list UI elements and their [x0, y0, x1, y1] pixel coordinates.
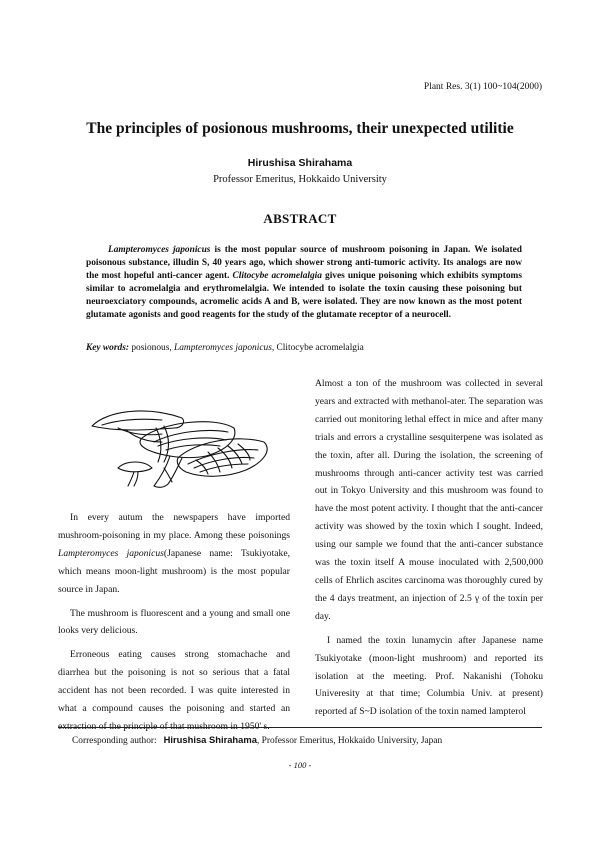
- paragraph-text: (Japanese name: Tsukiyotake, which means moon-light mushroom) is the most popular source in Japan.: [58, 547, 290, 595]
- paragraph: [58, 509, 290, 599]
- corresponding-author-footnote: [72, 734, 442, 746]
- abstract-text-part-1: is the most popular source of mushroom poisoning in Japan. We isolated poisonous substance, illudin S, 40 years ago, which shower strong anti-tumoric activity. Its analogs are now the most hopeful anti-cancer agent.: [86, 245, 522, 282]
- journal-citation: Plant Res. 3(1) 100~104(2000): [423, 82, 542, 92]
- paragraph: I named the toxin lunamycin after Japanese name Tsukiyotake (moon-light mushroom) and reported its isolation at the meeting. Prof. Nakanishi (Tohoku Univeresity at that time; Columbia Univ. at present) reported af S~D isolation of the toxin named lampterol: [315, 634, 543, 718]
- abstract-heading: ABSTRACT: [263, 211, 337, 226]
- abstract-text: [86, 244, 522, 323]
- abstract-species-1: Lampteromyces japonicus: [108, 245, 211, 255]
- abstract-species-2: Clitocybe acromelalgia: [232, 271, 322, 282]
- keyword-2: Lampteromyces japonicus: [174, 343, 272, 353]
- body-column-left: [58, 509, 290, 742]
- keywords: [86, 343, 522, 353]
- body-column-right: [315, 375, 543, 727]
- footnote-label: Corresponding author:: [72, 736, 157, 746]
- page-number: - 100 -: [288, 760, 312, 770]
- paragraph: Almost a ton of the mushroom was collected in several years and extracted with methanol-ater. The separation was carried out monitoring lethal effect in mice and after many trials and errors a crystalline sesquiterpene was isolated as the toxin, after all. During the isolation, the screening of mushrooms through anti-cancer activity test was carried out in Tokyo University and this mushroom was found to have the most potent activity. I thought that the anti-cancer activity was showed by the toxin which I sought. Indeed, using our sample we found that the anti-cancer substance was the toxin itself A mouse inoculated with 2,500,000 cells of Ehrlich ascites carcinoma was thoroughly cured by the 4 days treatment, an injection of 2.5 γ of the toxin per day.: [315, 378, 543, 622]
- footnote-author-name: Hirushisa Shirahama: [163, 734, 257, 745]
- paragraph-text: In every autum the newspapers have imported mushroom-poisoning in my place. Among these poisonings: [58, 512, 290, 541]
- paragraph: Erroneous eating causes strong stomachache and diarrhea but the poisoning is not so serious that a fatal accident has not been recorded. I was quite interested in what a compound causes the poisoning and started an extraction of the principle of that mushroom in 1950' s.: [58, 649, 290, 732]
- abstract-text-part-2: gives unique poisoning which exhibits symptoms similar to acromelalgia and erythromelalgia. We intended to isolate the toxin causing these poisoning but neuroexciatory compounds, acromelic acids A and B, were isolated. They are now known as the most potent glutamate agonists and good reagents for the study of the glutamate receptor of a neurocell.: [86, 271, 522, 321]
- paper-title: The principles of posionous mushrooms, their unexpected utilitie: [86, 120, 514, 137]
- paragraph: The mushroom is fluorescent and a young and small one looks very delicious.: [58, 607, 290, 637]
- keywords-label: Key words:: [86, 343, 129, 353]
- keyword-1: posionous,: [128, 343, 175, 353]
- author-affiliation: Professor Emeritus, Hokkaido University: [213, 174, 387, 185]
- footnote-divider: [58, 727, 542, 728]
- author-name: Hirushisa Shirahama: [247, 157, 353, 169]
- keyword-3: , Clitocybe acromelalgia: [271, 343, 364, 353]
- mushroom-illustration-icon: [78, 398, 278, 498]
- footnote-affiliation: , Professor Emeritus, Hokkaido University, Japan: [256, 736, 443, 746]
- species-name: Lampteromyces japonicus: [58, 547, 164, 559]
